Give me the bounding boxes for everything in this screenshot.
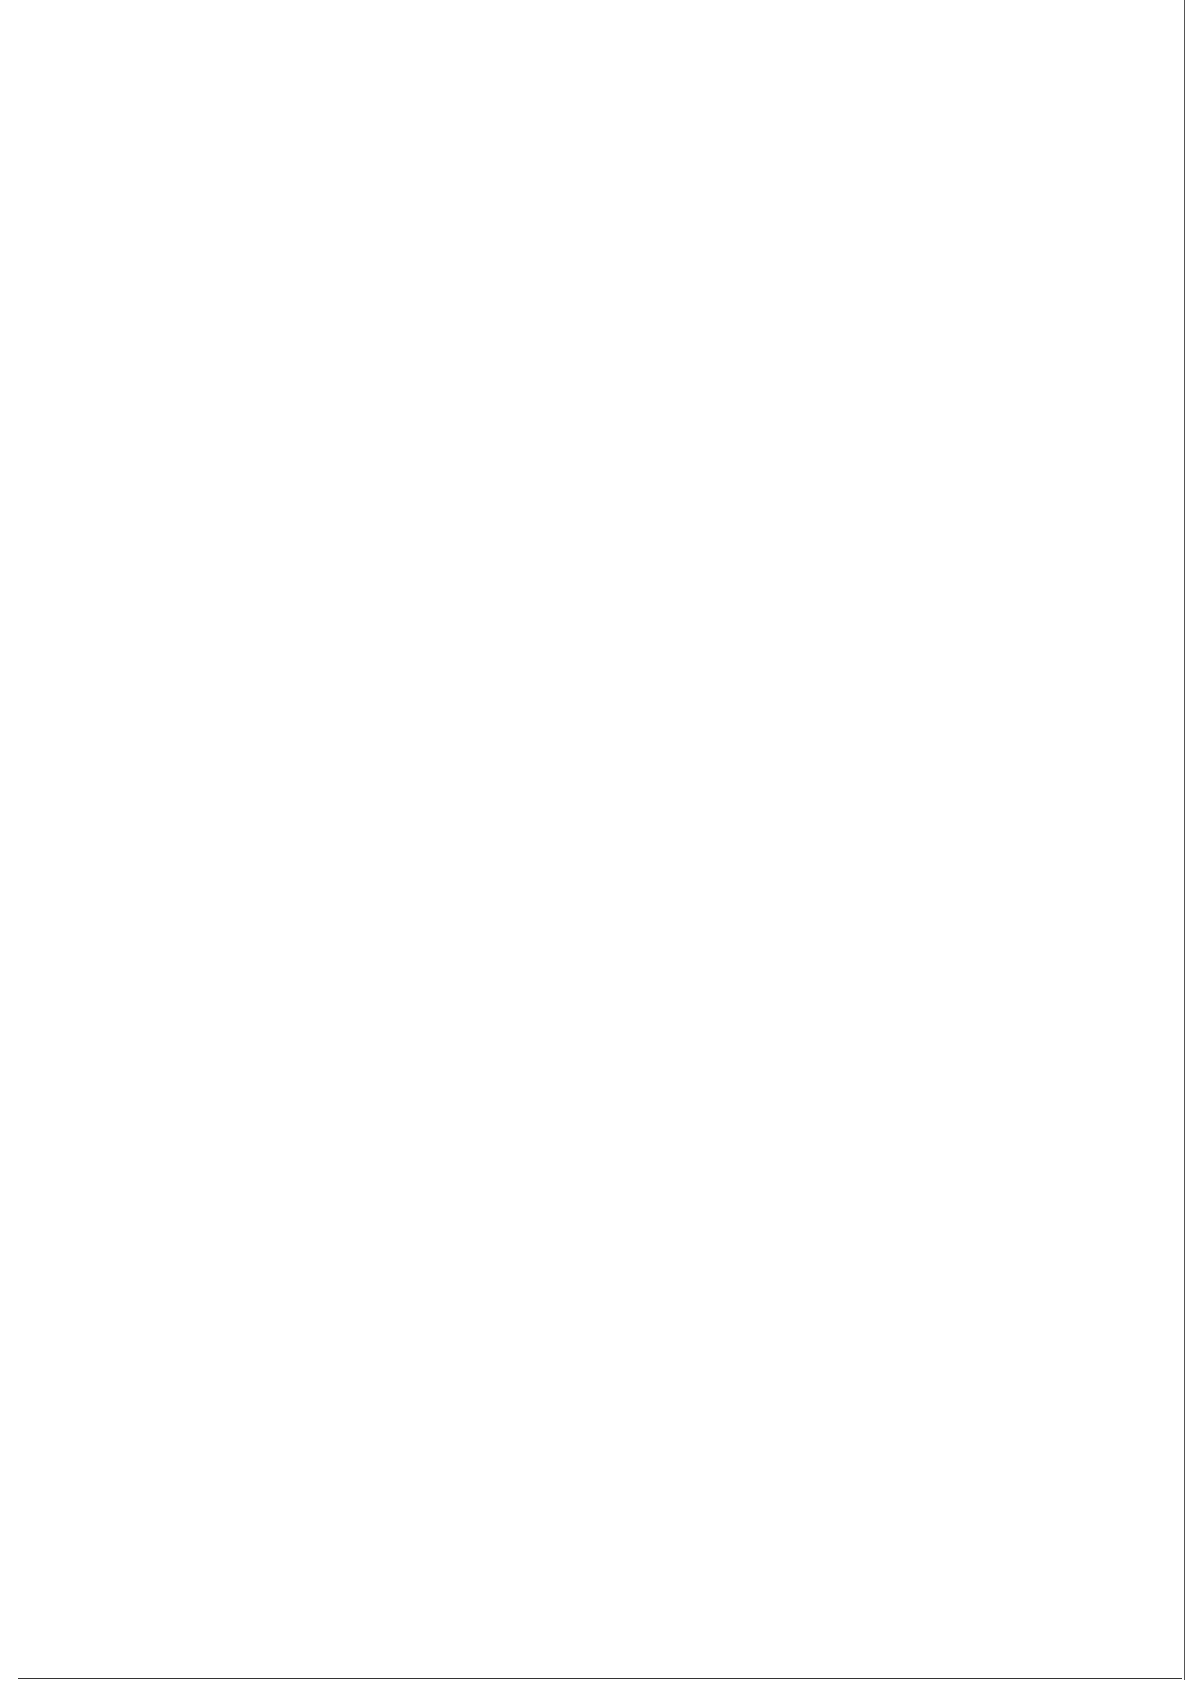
page-edge <box>1184 0 1185 1680</box>
page-bottom-border <box>18 1678 1182 1679</box>
rotated-form-page <box>1190 0 1200 1560</box>
